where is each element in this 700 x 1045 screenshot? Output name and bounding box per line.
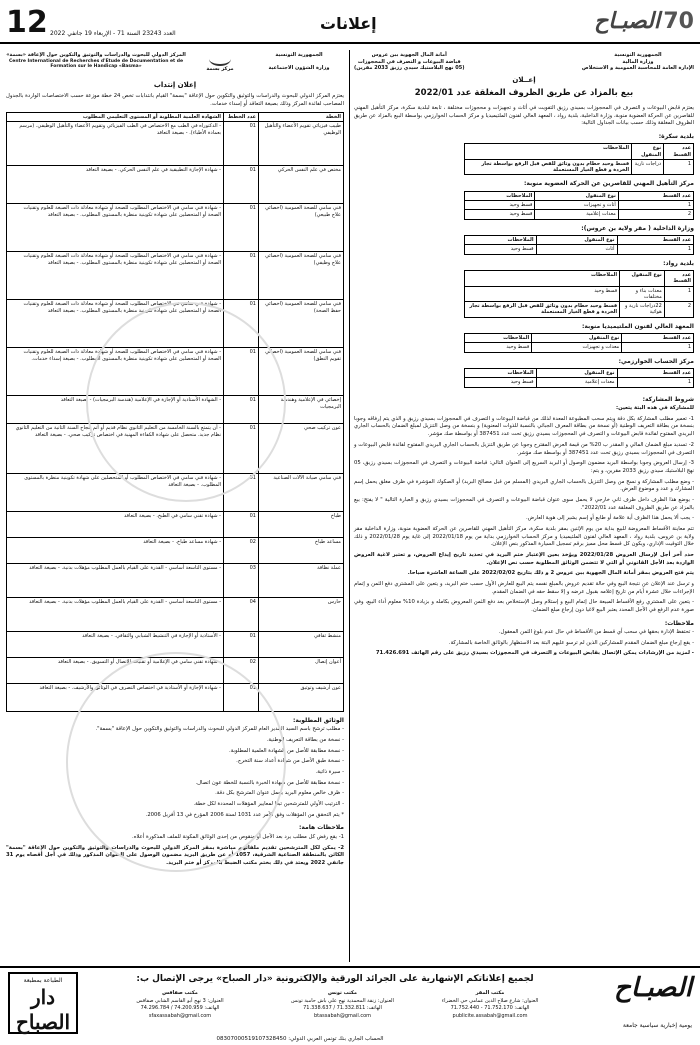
document-item: - مطلب ترشح باسم السيد المدير العام للمركز الدولي للبحوث والدراسات والتوثيق والتكوين حول الإعاقة "بسمة". <box>95 726 344 733</box>
recruitment-title: إعلان إنتداب <box>153 80 197 89</box>
important-notes-title: ملاحظات هامة: <box>299 824 344 832</box>
table-row: مساعد طباخ 02 - شهادة مساعد طباخ. - بصيغة التعاقد <box>7 537 344 563</box>
lots-table: عدد القسط نوع المنقول الملاحظات 1 دراجات نارية قسط وحيد حطام بدون وثائق للقص قبل الرفع بواسطة تجار الخردة و قطع الغيار المستعملة <box>464 143 694 175</box>
table-row: 2 22دراجات نارية و هوائية قسط وحيد حطام بدون وثائق للقص قبل الرفع بواسطة تجار الخردة و قطع الغيار المستعملة <box>465 302 694 318</box>
condition-item: 3- إرسال العروض وجوبا بواسطة البريد مضمون الوصول أو البريد السريع إلى العنوان التالي: قباضة البيوعات و التصرف في المحجوزات بسيدي رزيق، 05 نهج البلاستيك سيدي رزيق 2033 مقرين، و يتم: <box>354 460 694 474</box>
lots-table: عدد القسط نوع المنقول الملاحظات 1 معدات إعلامية قسط وحيد <box>464 368 694 388</box>
section-heading: مركز الحساب الخوارزمي: <box>618 357 694 365</box>
condition-item: - يتعين على المشتري رفع الأقساط المبيعة حال إتمام البيع و إستلام وصل الإستخلاص بعد دفع الثمن المعروض بكامله و بزيادة 10% معلوم أداء البيع، وفي صورة عدم الرفع في الأجل المحدد يعتبر البيع لاغيا دون إرجاع مبلغ الضمان. <box>354 599 694 613</box>
auction-notice <box>354 52 694 661</box>
brand-logo: الصبـاح <box>594 8 660 34</box>
section-title: إعلانات <box>320 14 377 33</box>
footer-tagline: يومية إخبارية سياسية جامعة <box>622 1022 692 1029</box>
important-note: 1- يقع رفض كل مطلب يرد بعد الأجل أو منقوص من إحدى الوثائق المكونة للملف المذكورة أعلاه. <box>132 833 344 840</box>
table-row: عون أرشيف وتوثيق 01 - شهادة الإجازة أو الأستاذية في اختصاص التصرف في الوثائق والأرشيف. - بصيغة التعاقد <box>7 683 344 711</box>
document-item: - نسخة من بطاقة التعريف الوطنية. <box>266 737 344 744</box>
table-row: 2 معدات إعلامية قسط وحيد <box>465 210 694 219</box>
condition-item: حدد آخر أجل لإرسال العروض 2022/01/28 ويؤخذ بعين الإعتبار ختم البريد في تحديد تاريخ إيداع العروض، و تعتبر لاغية العروض الواردة بعد الأجل القانوني أو التي لا تتضمن الوثائق المطلوبة حسب نص الإعلان. <box>354 551 694 566</box>
recruitment-notice <box>6 52 344 871</box>
table-row: طباخ 01 - شهادة تقني سامي في الطبخ. - بصيغة التعاقد <box>7 511 344 537</box>
document-item: * يتم التحقق من المؤهلات وفق الأمر عدد 1031 لسنة 2006 المؤرخ في 13 أفريل 2006. <box>145 811 344 818</box>
table-row: فني سامي للصحة العمومية (اخصائي علاج طبيعي) 01 - شهادة فني سامي في الاختصاص المطلوب للصحة أو شهادة معادلة ذات الصبغة للعلوم وتقنيات الصحة أو المتحصلين على شهادة تكوينية منظرة بالمستوى المطلوب. - بصيغة التعاقد <box>7 203 344 251</box>
condition-item: - يجب ألا يحمل هذا الظرف أية علامة أو طابع أو إسم يشير إلى هوية العارض. <box>526 515 694 522</box>
table-row: فني سامي للصحة العمومية (اخصائي حفظ الصحة) 01 - شهادة فني سامي في الاختصاص المطلوب للصحة أو شهادة معادلة ذات الصبغة للعلوم وتقنيات الصحة أو المتحصلين على شهادة تكوينية منظرة بالمستوى المطلوب. - بصيغة التعاقد <box>7 299 344 347</box>
office-header: أمانة المال الجهوية ببن عروس قباضة البيوعات و التصرف في المحجوزات (05 نهج البلاستيك سيدي رزيق 2033 مقرين) <box>354 52 465 71</box>
bank-account: الحساب الجاري بنك تونس العربي الدولي: 08307000519107328450 <box>216 1036 384 1042</box>
condition-item: و ترسل عند الإعلان عن نتيجة البيع وفي حالة تقديم عروض بالمبلغ نفسه يتم البيع للعارض الأول حسب ختم البريد، و يتعين على المشتري دفع الثمن و إتمام الإجراءات خلال عشرة أيام من تاريخ إعلامه بقبول عرضه و إلا سقط حقه في الضمان المقدم. <box>354 580 694 595</box>
center-header: المركز الدولي للبحوث والدراسات والتوثيق والتكوين حول الإعاقة «بسمة» Centre International de Recherches d'Etude de Documentation et de Formation sur le Handicap «Basma» <box>6 52 186 70</box>
table-row: حارس 04 - مستوى التاسعة أساسي - القدرة على القيام بالعمل المطلوب مؤهلات بدنية. - بصيغة التعاقد <box>7 597 344 631</box>
condition-item: يتم فتح العروض بمقر أمانة المال الجهوية ببن عروس 2 و ذلك بتاريخ 2022/02/02 على الساعة العاشرة صباحا. <box>407 570 694 577</box>
table-row: إخصائي في الإعلامية وهندسة البرمجيات 01 - الشهادة الأستاذية أو الإجازة في الإعلامية (هندسة البرمجيات) - بصيغة التعاقد <box>7 395 344 423</box>
condition-item: - يوضع هذا الظرف داخل ظرف ثاني خارجي لا يحمل سوى عنوان قباضة البيوعات و التصرف في المحجوزات بسيدي رزيق و العبارة التالية " لا يفتح: بيع بالمزاد عن طريق الظروف المغلقة عدد 2022/01". <box>354 496 694 511</box>
page-number: 12 <box>6 5 48 40</box>
important-note: 2- يمكن لكل المترشحين تقديم ملفاتهم مباشرة بمقر المركز الدولي للبحوث والدراسات والتوثيق والتكوين حول الإعاقة "بسمة" الكائن بالمنطقة الصناعية الشرقية، 1057 أو عن طريق البريد مضمون الوصول على العنوان المذكور وذلك في أجل أقصاه يوم 31 جانفي 2022 ويعتد في ذلك بختم مكتب الضبط بالمركز أو ختم البريد. <box>6 844 344 866</box>
section-heading: بلدية سكرة: <box>658 132 694 140</box>
note-item: - يقع إرجاع مبلغ الضمان المقدم للمشاركين الذين لم ترسو عليهم البتة بعد الاستظهار بالوثائق الخاصة بالمشاركة. <box>448 639 694 646</box>
section-heading: وزارة الداخلية ( مقر ولاية بن عروس): <box>581 224 694 232</box>
basma-logo: مركز بسمة <box>195 52 245 73</box>
table-row: 1 دراجات نارية قسط وحيد حطام بدون وثائق للقص قبل الرفع بواسطة تجار الخردة و قطع الغيار المستعملة <box>465 159 694 175</box>
table-row: 1 معدات بناء و مختلفات قسط وحيد <box>465 286 694 302</box>
notice-title: بيع بالمزاد عن طريق الظروف المغلقة عدد 2022/01 <box>414 88 634 99</box>
notice-intro: يعتزم قابض البيوعات و التصرف في المحجوزات بسيدي رزيق التفويت في أثاث و تجهيزات و محجوزات مختلفة ، تابعة لبلدية سكرة، مركز التأهيل المهني للقاصرين عن الحركة العضوية منوبة، وزارة الداخلية، بلدية رواد ، المعهد العالي لفنون الملتيميديا و مركز الحساب الخوارزمي بواسطة البيع بالمزاد عن طريق الظروف المغلقة وذلك حسب بيانات الجداول التالية: <box>354 104 694 127</box>
table-row: مختص في علم النفس الحركي 01 - شهادة الإجازة التطبيقية في علم النفس الحركي. - بصيغة التعاقد <box>7 165 344 203</box>
document-item: - نسخة مطابقة للأصل من شهادة الخبرة بالنسبة للخطة عون اتصال. <box>195 779 344 786</box>
positions-table: الخطة عدد الخطط الشهادة العلمية المطلوبة أو المستوى التعليمي المطلوب طبيب فيزيائي تقويم الأعضاء والتأهيل الوظيفي 01 - الدكتوراه في الطب مع الاختصاص في الطب الفيزيائي وتقويم الأعضاء والتأهيل الوظيفي. (مرسم بعمادة الأطباء). - بصيغة التعاقد مختص في علم النفس الحركي 01 - شهادة الإجازة التطبيقية في علم النفس الحركي. - بصيغة التعاقد فني سامي للصحة العمومية (اخصائي علاج طبيعي) 01 - شهادة فني سامي في الاختصاص المطلوب للصحة أو شهادة معادلة ذات الصبغة للعلوم وتقنيات الصحة أو المتحصلين على شهادة تكوينية منظرة بالمستوى المطلوب. - بصيغة التعاقد فني سامي للصحة العمومية (اخصائي علاج وظيفي) 01 - شهادة فني سامي في الاختصاص المطلوب للصحة أو شهادة معادلة ذات الصبغة للعلوم وتقنيات الصحة أو المتحصلين على شهادة تكوينية منظرة بالمستوى المطلوب. - بصيغة التعاقد فني سامي للصحة العمومية (اخصائي حفظ الصحة) 01 - شهادة فني سامي في الاختصاص المطلوب للصحة أو شهادة معادلة ذات الصبغة للعلوم وتقنيات الصحة أو المتحصلين على شهادة تكوينية منظرة بالمستوى المطلوب. - بصيغة التعاقد فني سامي للصحة العمومية (اخصائي تقويم النطق) 01 - شهادة فني سامي في الاختصاص المطلوب للصحة أو شهادة معادلة ذات الصبغة للعلوم وتقنيات الصحة أو المتحصلين على شهادة تكوينية منظرة بالمستوى المطلوب. - بصيغة إسداء خدمات. إخصائي في الإعلامية وهندسة البرمجيات 01 - الشهادة الأستاذية أو الإجازة في الإعلامية (هندسة البرمجيات) - بصيغة التعاقد عون تركيب صحي 01 - أن يتمتع بالسنة الخامسة من التعليم الثانوي نظام قديم أو أتم بنجاح السنة الثانية من التعليم الثانوي نظام جديد. متحصل على شهادة الكفاءة المهنية في اختصاص تركيب صحي. - بصيغة التعاقد فني سامي صيانة الآلات الصناعية 01 - شهادة فني سامي في الاختصاص المطلوب أو المتحصلين على شهادة تكوينية منظرة بالمستوى المطلوب. - بصيغة التعاقد طباخ 01 - شهادة تقني سامي في الطبخ. - بصيغة التعاقد مساعد طباخ 02 - شهادة مساعد طباخ. - بصيغة التعاقد عملة نظافة 03 - مستوى التاسعة أساسي - القدرة على القيام بالعمل المطلوب مؤهلات بدنية. - بصيغة التعاقد حارس 04 - مستوى التاسعة أساسي - القدرة على القيام بالعمل المطلوب مؤهلات بدنية. - بصيغة التعاقد منشط ثقافي 01 - الأستاذية أو الإجازة في التنشيط الشبابي والثقافي. - بصيغة التعاقد أعوان إتصال 02 - شهادة تقني سامي في الإعلامية أو تقنيات الاتصال أو التسويق. - بصيغة التعاقد عون أرشيف وتوثيق 01 - شهادة الإجازة أو الأستاذية في اختصاص التصرف في الوثائق والأرشيف. - بصيغة التعاقد <box>6 112 344 712</box>
table-row: عون تركيب صحي 01 - أن يتمتع بالسنة الخامسة من التعليم الثانوي نظام قديم أو أتم بنجاح السنة الثانية من التعليم الثانوي نظام جديد. متحصل على شهادة الكفاءة المهنية في اختصاص تركيب صحي. - بصيغة التعاقد <box>7 423 344 473</box>
printing-logo: الطباعة بمطبعة دار الصباح <box>8 972 78 1034</box>
condition-item: تتم معاينة الأقساط المعروضة للبيع بداية من يوم الإثنين بمقر بلدية سكرة، مركز التأهيل المهني للقاصرين عن الحركة العضوية منوبة، وزارة الداخلية مقر ولاية بن عروس، بلدية رواد ، المعهد العالي لفنون الملتيميديا و مركز الحساب الخوارزمي بداية من يوم 2022/01/18 إلى غاية يوم 2022/01/28 و ذلك خلال التوقيت الإداري، ويكون كل قسط محل مميز برقم تسجيل السيارة المذكور بنص الإعلان. <box>354 525 694 548</box>
lots-table: عدد القسط نوع المنقول الملاحظات 1 معدات و تجهيزات قسط وحيد <box>464 333 694 353</box>
section-heading: المعهد العالي لفنون الملتيميديا منوبة: <box>581 322 694 330</box>
document-item: - نسخة طبق الأصل من شهادة أعداد سنة التخرج. <box>236 758 344 765</box>
condition-item: - وضع مطلب المشاركة و نسخ من وصل التنزيل بالحساب الجاري البريدي (المسلم من قبل مصالح البريد) أو الصكوك المؤشرة في ظرف مغلق يحمل إسم المشارك و عدد و موضوع العرض. <box>354 478 694 493</box>
note-item: - لمزيد من الإرشادات يمكن الإتصال بقابض البيوعات و التصرف في المحجوزات بسيدي رزيق على رقم الهاتف 71.426.691 <box>375 650 694 657</box>
recruitment-intro: يعتزم المركز الدولي للبحوث والدراسات والتوثيق والتكوين حول الإعاقة "بسمة" القيام بانتدابات تخص 24 خطة موزعة حسب الاختصاصات الواردة بالجدول المصاحب لفائدة المركز وذلك بصيغة التعاقد أو إسداء خدمات. <box>6 93 344 107</box>
lots-table: عدد القسط نوع المنقول الملاحظات 1 معدات بناء و مختلفات قسط وحيد 2 22دراجات نارية و هوائية قسط وحيد حطام بدون وثائق للقص قبل الرفع بواسطة تجار الخردة و قطع الغيار المستعملة <box>464 270 694 318</box>
ministry-header: الجمهورية التونسية وزارة المالية الإدارة العامة للمحاسبة العمومية و الاستخلاص <box>581 52 694 71</box>
column-divider <box>349 50 350 962</box>
issue-info: العدد 23243 السنة 71 - الإربعاء 19 جانفي 2022 <box>50 30 176 37</box>
condition-item: 1- تعمير مطلب المشاركة بكل دقة ويتم سحب المطبوعة المعدة لذلك من قباضة البيوعات و التصرف في المحجوزات بسيدي رزيق و الذي يتم إرفاقه وجوبا بنسخة من بطاقة التعريف الوطنية (أو نسخة من بطاقة المعرف الجبائي بالنسبة للذوات المعنوية) و بنسخة من وصل التنزيل لمبلغ الضمان بالحساب الجاري البريدي المفتوح لفائدة قابض البيوعات و التصرف في المحجوزات بسيدي رزيق تحت عدد 387451 أو بواسطة صك مؤشر. <box>354 415 694 438</box>
section-heading: مركز التأهيل المهني للقاصرين عن الحركة العضوية منوبة: <box>523 180 694 188</box>
office-tunis: مكتب تونس العنوان: زنقة المحمدية نهج علي باش حامبة تونس الهاتف: 71.332.811 / 71.338.637 btassabah@gmail.com <box>291 990 394 1019</box>
table-row: طبيب فيزيائي تقويم الأعضاء والتأهيل الوظيفي 01 - الدكتوراه في الطب مع الاختصاص في الطب الفيزيائي وتقويم الأعضاء والتأهيل الوظيفي. (مرسم بعمادة الأطباء). - بصيغة التعاقد <box>7 121 344 165</box>
watermark-seal <box>66 652 286 872</box>
document-item: - سيرة ذاتية. <box>315 769 344 776</box>
condition-item: 2- تسديد مبلغ الضمان المالي و المقدر ب 20% من قيمة العرض المقترح وجوبا عن طريق التنزيل بالحساب الجاري البريدي المفتوح لفائدة قابض البيوعات و التصرف في المحجوزات بسيدي رزيق تحت عدد 387451 أو بواسطة صك مؤشر. <box>354 441 695 456</box>
table-row: 1 أثاث قسط وحيد <box>465 245 694 254</box>
brand-anniversary: 70 <box>663 9 694 34</box>
document-item: - الترتيب الأولي للمترشحين تبعا لمعايير المؤهلات المحددة لكل خطة. <box>193 801 344 808</box>
footer-headline: لجميع إعلاناتكم الإشهارية على الجرائد الورقية والإلكترونية «دار الصباح» يرجى الإتصال ب: <box>136 974 534 984</box>
notice-label: إعــلان <box>512 75 536 84</box>
conditions-intro: للمشاركة في هذه البتة يتعين: <box>615 405 694 412</box>
table-row: 1 أثاث و تجهيزات قسط وحيد <box>465 201 694 210</box>
notes-title: ملاحظات: <box>664 619 694 627</box>
office-hq: مكتب المقر العنوان: شارع صلاح الدين عمامي حي الخضراء الهاتف: 71.752.170 - 71.752.440 publicite.assabah@gmail.com <box>441 990 539 1019</box>
ministry-header: الجمهورية التونسية وزارة الشؤون الاجتماعية <box>268 52 330 71</box>
office-sfax: مكتب صفاقس العنوان: 3 نهج أبو القاسم الشابي صفاقس الهاتف: 74.200.959 / 74.296.784 sfaxassabah@gmail.com <box>136 990 224 1019</box>
document-item: - نسخة مطابقة للأصل من الشهادة العلمية المطلوبة. <box>229 747 344 754</box>
table-row: 1 معدات إعلامية قسط وحيد <box>465 378 694 387</box>
note-item: - تحتفظ الإدارة بحقها في سحب أي قسط من الأقساط في حال عدم بلوغ الثمن المعقول. <box>498 629 694 636</box>
table-row: فني سامي للصحة العمومية (اخصائي علاج وظيفي) 01 - شهادة فني سامي في الاختصاص المطلوب للصحة أو شهادة معادلة ذات الصبغة للعلوم وتقنيات الصحة أو المتحصلين على شهادة تكوينية منظرة بالمستوى المطلوب. - بصيغة التعاقد <box>7 251 344 299</box>
document-item: - ظرف خالص معلوم البريد يحمل عنوان المترشح بكل دقة. <box>215 790 344 797</box>
lots-table: عدد القسط نوع المنقول الملاحظات 1 أثاث و تجهيزات قسط وحيد 2 معدات إعلامية قسط وحيد <box>464 191 694 220</box>
table-row: 1 معدات و تجهيزات قسط وحيد <box>465 343 694 352</box>
section-heading: بلدية رواد: <box>663 259 694 267</box>
table-row: عملة نظافة 03 - مستوى التاسعة أساسي - القدرة على القيام بالعمل المطلوب مؤهلات بدنية. - بصيغة التعاقد <box>7 563 344 597</box>
lots-table: عدد القسط نوع المنقول الملاحظات 1 أثاث قسط وحيد <box>464 235 694 255</box>
footer-logo: الصبـاح <box>614 973 692 1003</box>
advertising-footer <box>0 966 700 1045</box>
page-header <box>0 0 700 44</box>
basma-logo-icon <box>209 52 231 66</box>
table-row: فني سامي صيانة الآلات الصناعية 01 - شهادة فني سامي في الاختصاص المطلوب أو المتحصلين على شهادة تكوينية منظرة بالمستوى المطلوب. - بصيغة التعاقد <box>7 473 344 511</box>
documents-title: الوثائق المطلوبة: <box>292 716 344 724</box>
table-row: فني سامي للصحة العمومية (اخصائي تقويم النطق) 01 - شهادة فني سامي في الاختصاص المطلوب للصحة أو شهادة معادلة ذات الصبغة للعلوم وتقنيات الصحة أو المتحصلين على شهادة تكوينية منظرة بالمستوى المطلوب. - بصيغة إسداء خدمات. <box>7 347 344 395</box>
conditions-title: شروط المشاركة: <box>642 395 694 403</box>
table-row: أعوان إتصال 02 - شهادة تقني سامي في الإعلامية أو تقنيات الاتصال أو التسويق. - بصيغة التعاقد <box>7 657 344 683</box>
watermark-seal <box>86 302 286 502</box>
table-row: منشط ثقافي 01 - الأستاذية أو الإجازة في التنشيط الشبابي والثقافي. - بصيغة التعاقد <box>7 631 344 657</box>
